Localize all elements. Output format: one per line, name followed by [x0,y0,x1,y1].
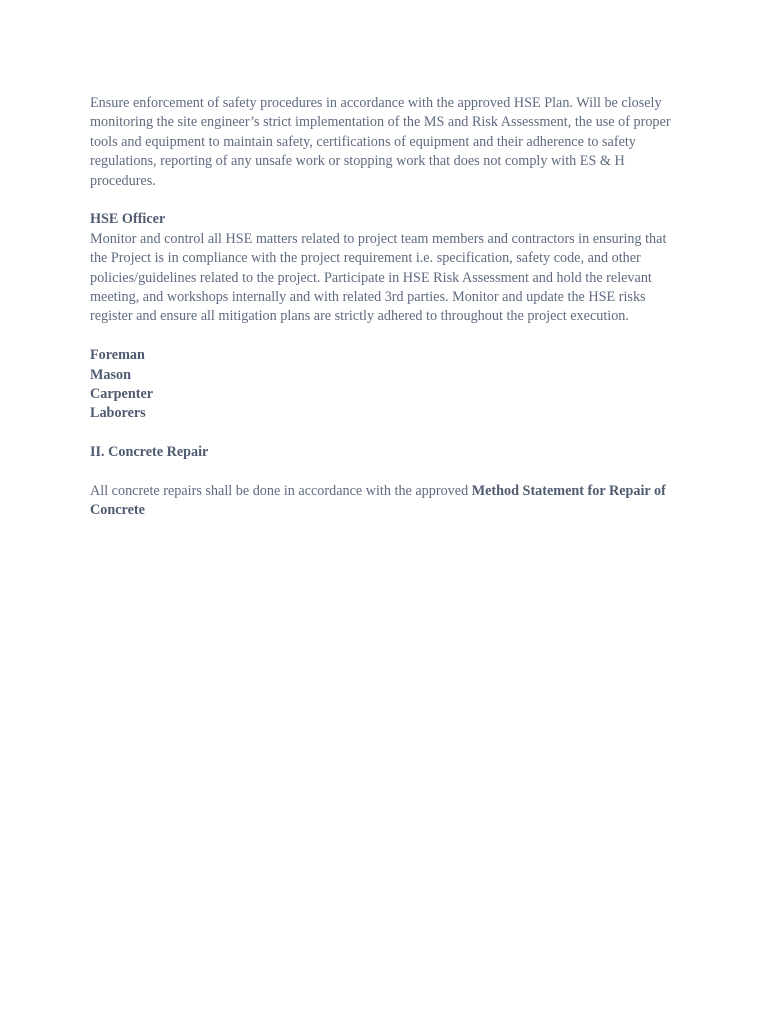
concrete-repair-paragraph [90,482,680,521]
role-mason: Mason [90,366,131,383]
role-foreman: Foreman [90,347,145,364]
hse-officer-heading: HSE Officer [90,211,166,228]
method-statement-reference: Method Statement for Repair of Concrete [90,483,666,519]
role-carpenter: Carpenter [90,386,154,403]
roles-list [90,346,680,424]
concrete-repair-text: All concrete repairs shall be done in accordance with the approved [90,483,472,500]
hse-officer-paragraph: Monitor and control all HSE matters related to project team members and contractors in ensuring that the Project is in compliance with the project requirement i.e. specification, safety code, and other policies/guidelines related to the project. Participate in HSE Risk Assessment and hold the relevant meeting, and workshops internally and with related 3rd parties. Monitor and update the HSE risks register and ensure all mitigation plans are strictly adhered to throughout the project execution. [90,230,667,325]
role-laborers: Laborers [90,405,146,422]
document-body [90,94,680,521]
intro-paragraph: Ensure enforcement of safety procedures in accordance with the approved HSE Plan. Will be closely monitoring the site engineer’s strict implementation of the MS and Risk Assessment, the use of proper tools and equipment to maintain safety, certifications of equipment and their adherence to safety regulations, reporting of any unsafe work or stopping work that does not comply with ES & H procedures. [90,95,671,189]
section-title-concrete-repair: II. Concrete Repair [90,444,209,461]
